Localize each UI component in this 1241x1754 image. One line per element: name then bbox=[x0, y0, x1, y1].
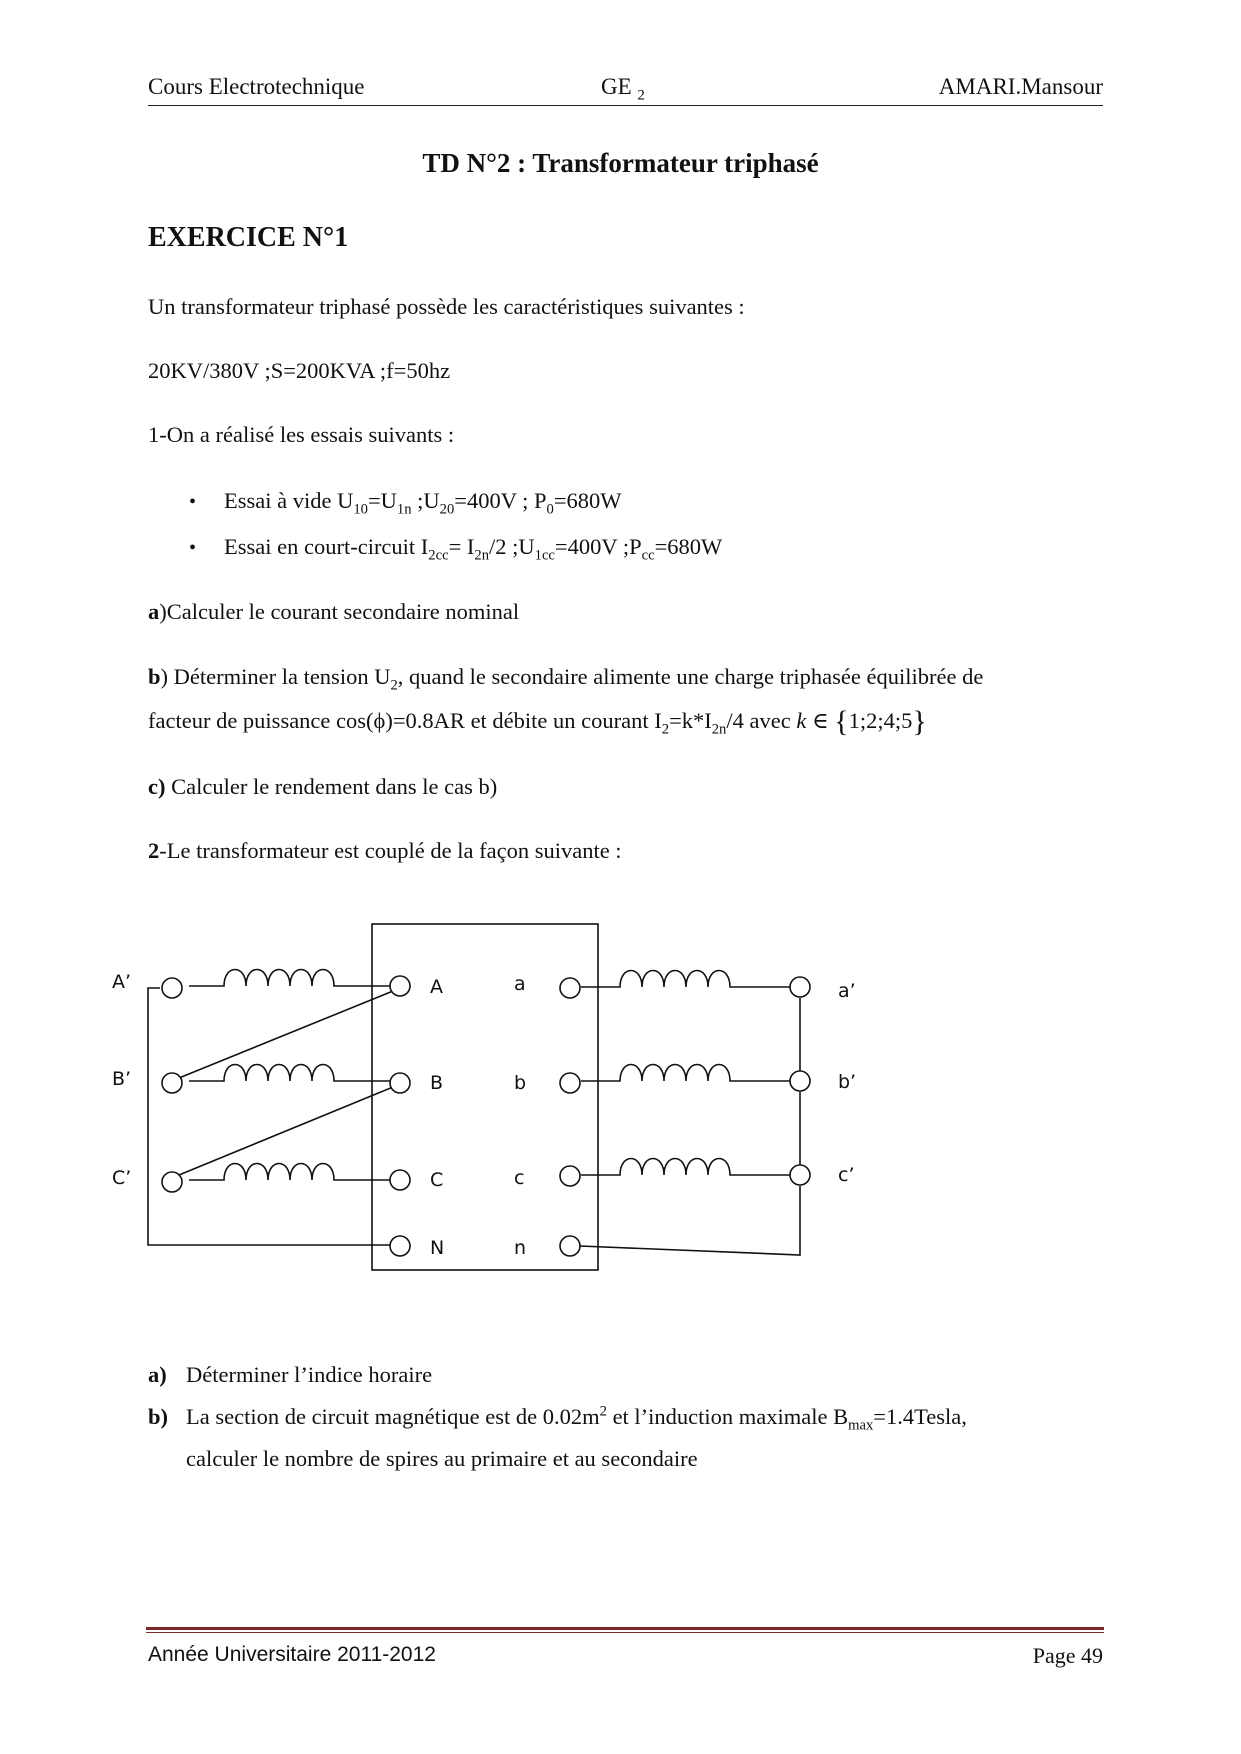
question-c: c) Calculer le rendement dans le cas b) bbox=[148, 774, 498, 799]
label-C-prime: C’ bbox=[112, 1167, 132, 1189]
question-1: 1-On a réalisé les essais suivants : bbox=[148, 422, 455, 447]
terminal-c-prime bbox=[790, 1165, 810, 1185]
header-course: Cours Electrotechnique bbox=[148, 74, 365, 99]
primary-coil-a bbox=[189, 970, 390, 987]
primary-coil-b bbox=[189, 1065, 390, 1082]
sub-question-b-line2: calculer le nombre de spires au primaire et au secondaire bbox=[186, 1446, 698, 1471]
label-c: c bbox=[514, 1167, 525, 1189]
bullet-icon: • bbox=[189, 491, 197, 513]
question-b-line1: b) Déterminer la tension $U_2$, quand le secondaire alimente une charge triphasée équilibrée de bbox=[148, 664, 984, 694]
sub-question-a: a) Déterminer l’indice horaire bbox=[148, 1362, 433, 1387]
wire-star-n bbox=[580, 1186, 800, 1255]
label-a-prime: a’ bbox=[838, 980, 856, 1002]
footer-year: Année Universitaire 2011-2012 bbox=[148, 1643, 436, 1666]
footer-page: Page 49 bbox=[1032, 1643, 1103, 1668]
terminal-b bbox=[560, 1073, 580, 1093]
secondary-coil-b bbox=[581, 1065, 790, 1082]
label-c-prime: c’ bbox=[838, 1164, 855, 1186]
label-n: n bbox=[514, 1237, 527, 1259]
terminal-b-prime bbox=[790, 1071, 810, 1091]
terminal-a-prime bbox=[790, 977, 810, 997]
wire-B-to-A bbox=[179, 991, 393, 1078]
essai-court-circuit: Essai en court-circuit $I_{2cc}= I_{2n}/2$ $;U_{1cc}=400V$ $;P_{cc}=680W$ bbox=[224, 534, 723, 564]
intro-text: Un transformateur triphasé possède les caractéristiques suivantes : bbox=[148, 294, 745, 319]
label-a: a bbox=[514, 973, 526, 995]
label-B-prime: B’ bbox=[112, 1068, 132, 1090]
label-N: N bbox=[430, 1237, 445, 1259]
wire-C-to-B bbox=[179, 1087, 393, 1175]
footer-rule-thin bbox=[146, 1632, 1104, 1633]
transformer-box bbox=[372, 924, 598, 1270]
question-b-line2: facteur de puissance cos(ϕ)=0.8AR et débite un courant $I_2=k*I_{2n}/4$ avec k ∈ {1;2;4;5} bbox=[148, 705, 927, 738]
wire-A-to-N bbox=[148, 988, 390, 1245]
terminal-c bbox=[560, 1166, 580, 1186]
terminal-A-prime bbox=[162, 978, 182, 998]
terminal-N bbox=[390, 1236, 410, 1256]
terminal-a bbox=[560, 978, 580, 998]
terminal-B-prime bbox=[162, 1073, 182, 1093]
secondary-coil-a bbox=[581, 971, 790, 988]
header-author: AMARI.Mansour bbox=[938, 74, 1103, 99]
terminal-B bbox=[390, 1073, 410, 1093]
sub-question-b-line1: b) La section de circuit magnétique est de $0.02m^2$ et l’induction maximale $B_{max}=1.4Tesla$, bbox=[148, 1403, 967, 1434]
question-2: 2-Le transformateur est couplé de la façon suivante : bbox=[148, 838, 622, 863]
primary-coil-c bbox=[189, 1164, 390, 1181]
header-class-text: GE bbox=[601, 74, 632, 99]
terminal-C bbox=[390, 1170, 410, 1190]
label-B: B bbox=[430, 1072, 444, 1094]
secondary-coil-c bbox=[581, 1159, 790, 1176]
header-class-sub: 2 bbox=[637, 87, 645, 104]
terminal-n bbox=[560, 1236, 580, 1256]
label-C: C bbox=[430, 1169, 444, 1191]
question-a: a)Calculer le courant secondaire nominal bbox=[148, 599, 520, 624]
terminal-A bbox=[390, 976, 410, 996]
label-b-prime: b’ bbox=[838, 1071, 857, 1093]
specs-text: 20KV/380V ;S=200KVA ;f=50hz bbox=[148, 358, 451, 383]
label-b: b bbox=[514, 1072, 527, 1094]
label-A: A bbox=[430, 976, 443, 998]
label-A-prime: A’ bbox=[112, 971, 132, 993]
essai-vide: Essai à vide $U_{10}=U_{1n}$ $;U_{20}=400V$ ; $P_0=680W$ bbox=[224, 488, 622, 518]
terminal-C-prime bbox=[162, 1172, 182, 1192]
exercise-heading: EXERCICE N°1 bbox=[148, 222, 349, 253]
footer-rule bbox=[146, 1627, 1104, 1630]
bullet-icon: • bbox=[189, 537, 197, 559]
page-title: TD N°2 : Transformateur triphasé bbox=[422, 148, 819, 178]
